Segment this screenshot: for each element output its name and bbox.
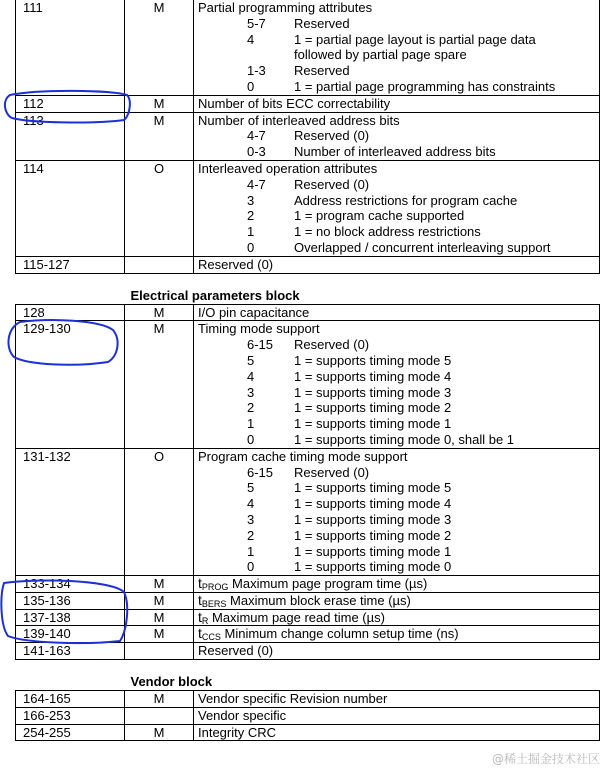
bit-field-line [198, 224, 599, 240]
description-cell [194, 95, 600, 112]
byte-offset-cell: 114 [16, 160, 125, 256]
bit-range: 0 [247, 559, 255, 575]
description-text: Program cache timing mode support [198, 448, 408, 464]
timing-subscript: BERS [201, 598, 227, 609]
bit-description: 1 = supports timing mode 4 [294, 368, 452, 384]
bit-range: 1 [247, 543, 255, 559]
bit-range: 5-7 [247, 15, 266, 31]
description-text: Vendor specific Revision number [198, 691, 388, 707]
bit-range: 4-7 [247, 128, 266, 144]
bit-description: 1 = no block address restrictions [294, 224, 481, 240]
bit-field-line [198, 559, 599, 575]
section-title: Vendor block [16, 660, 600, 691]
section-row [16, 273, 600, 304]
description-cell [194, 626, 600, 643]
bit-field-line [198, 416, 599, 432]
description-text [198, 576, 599, 592]
bit-field-line [198, 465, 599, 481]
bit-field-line [198, 63, 599, 79]
requirement-cell [125, 707, 194, 724]
description-text: Integrity CRC [198, 724, 277, 740]
requirement-cell: M [125, 112, 194, 160]
bit-description: 1 = supports timing mode 1 [294, 543, 452, 559]
description-cell [194, 609, 600, 626]
description-cell [194, 643, 600, 660]
bit-field-line [198, 177, 599, 193]
bit-description: Reserved (0) [294, 128, 370, 144]
byte-offset-cell: 115-127 [16, 256, 125, 273]
section-row [16, 660, 600, 691]
bit-range: 4-7 [247, 176, 266, 192]
bit-description: 1 = supports timing mode 3 [294, 384, 452, 400]
bit-range: 4 [247, 31, 255, 47]
bit-description: followed by partial page spare [294, 47, 467, 63]
bit-range: 4 [247, 496, 255, 512]
requirement-cell: M [125, 576, 194, 593]
bit-range: 0-3 [247, 144, 266, 160]
description-cell [194, 576, 600, 593]
requirement-cell: M [125, 592, 194, 609]
timing-description: Maximum page program time (µs) [228, 576, 428, 592]
table-row [16, 256, 600, 273]
bit-range: 4 [247, 368, 255, 384]
bit-field-line [198, 240, 599, 256]
table-row [16, 576, 600, 593]
table-row [16, 724, 600, 741]
bit-description: 1 = supports timing mode 4 [294, 496, 452, 512]
bit-field-line [198, 528, 599, 544]
requirement-cell: M [125, 0, 194, 95]
bit-range: 0 [247, 78, 255, 94]
requirement-cell: O [125, 448, 194, 575]
bit-range: 3 [247, 511, 255, 527]
description-text: I/O pin capacitance [198, 304, 310, 320]
byte-offset-cell: 137-138 [16, 609, 125, 626]
bit-range: 1 [247, 224, 255, 240]
bit-description: 1 = supports timing mode 3 [294, 511, 452, 527]
watermark: @稀土掘金技术社区 [491, 752, 600, 766]
table-row [16, 448, 600, 575]
description-text: Reserved (0) [198, 256, 274, 272]
description-text: Vendor specific [198, 707, 287, 723]
bit-field-line [198, 32, 599, 48]
parameter-page-table [15, 0, 600, 741]
description-cell [194, 160, 600, 256]
description-cell [194, 724, 600, 741]
bit-description: 1 = supports timing mode 0, shall be 1 [294, 431, 515, 447]
bit-range: 0 [247, 431, 255, 447]
bit-description: 1 = partial page layout is partial page data [294, 31, 536, 47]
description-cell [194, 256, 600, 273]
bit-field-line [198, 128, 599, 144]
bit-range: 2 [247, 527, 255, 543]
bit-range: 2 [247, 400, 255, 416]
description-cell [194, 112, 600, 160]
table-row [16, 95, 600, 112]
bit-range: 0 [247, 239, 255, 255]
byte-offset-cell: 164-165 [16, 691, 125, 708]
bit-field-line [198, 400, 599, 416]
bit-field-line [198, 496, 599, 512]
bit-range: 1-3 [247, 63, 266, 79]
description-cell [194, 304, 600, 321]
description-text [198, 593, 599, 609]
bit-description: Reserved (0) [294, 337, 370, 353]
bit-range: 3 [247, 192, 255, 208]
byte-offset-cell: 113 [16, 112, 125, 160]
requirement-cell [125, 643, 194, 660]
bit-description: 1 = supports timing mode 0 [294, 559, 452, 575]
bit-range: 6-15 [247, 464, 274, 480]
byte-offset-cell: 128 [16, 304, 125, 321]
description-cell [194, 691, 600, 708]
bit-field-line [198, 544, 599, 560]
bit-description: 1 = supports timing mode 5 [294, 352, 452, 368]
bit-description: 1 = supports timing mode 1 [294, 416, 452, 432]
bit-field-line [198, 512, 599, 528]
bit-range [198, 47, 294, 63]
bit-description: Address restrictions for program cache [294, 192, 518, 208]
bit-description: 1 = program cache supported [294, 208, 465, 224]
table-row [16, 304, 600, 321]
bit-range: 2 [247, 208, 255, 224]
bit-field-line [198, 16, 599, 32]
requirement-cell: M [125, 95, 194, 112]
requirement-cell: M [125, 321, 194, 448]
requirement-cell [125, 256, 194, 273]
bit-description: 1 = supports timing mode 2 [294, 527, 452, 543]
description-text: Number of interleaved address bits [198, 112, 400, 128]
bit-description: Reserved (0) [294, 176, 370, 192]
table-row [16, 321, 600, 448]
byte-offset-cell: 133-134 [16, 576, 125, 593]
byte-offset-cell: 131-132 [16, 448, 125, 575]
bit-field-line [198, 432, 599, 448]
bit-description: Overlapped / concurrent interleaving support [294, 239, 551, 255]
requirement-cell: M [125, 691, 194, 708]
table-row [16, 112, 600, 160]
timing-subscript: PROG [201, 582, 229, 593]
byte-offset-cell: 111 [16, 0, 125, 95]
description-cell [194, 707, 600, 724]
description-cell [194, 0, 600, 95]
bit-description: 1 = supports timing mode 2 [294, 400, 452, 416]
byte-offset-cell: 139-140 [16, 626, 125, 643]
table-row [16, 707, 600, 724]
bit-description: Reserved [294, 63, 350, 79]
table-row [16, 626, 600, 643]
description-text [198, 610, 599, 626]
table-body [16, 0, 600, 741]
table-row [16, 592, 600, 609]
bit-description: Reserved (0) [294, 464, 370, 480]
description-text: Partial programming attributes [198, 0, 373, 15]
byte-offset-cell: 112 [16, 95, 125, 112]
requirement-cell: M [125, 609, 194, 626]
byte-offset-cell: 129-130 [16, 321, 125, 448]
bit-range: 6-15 [247, 337, 274, 353]
bit-field-line [198, 47, 599, 63]
table-row [16, 0, 600, 95]
section-title: Electrical parameters block [16, 273, 600, 304]
byte-offset-cell: 166-253 [16, 707, 125, 724]
bit-range: 1 [247, 416, 255, 432]
bit-field-line [198, 144, 599, 160]
description-text: Reserved (0) [198, 643, 274, 659]
timing-description: Maximum block erase time (µs) [226, 592, 411, 608]
bit-description: Number of interleaved address bits [294, 144, 496, 160]
byte-offset-cell: 254-255 [16, 724, 125, 741]
timing-subscript: R [201, 615, 209, 626]
bit-range: 3 [247, 384, 255, 400]
description-text: Interleaved operation attributes [198, 160, 378, 176]
bit-field-line [198, 480, 599, 496]
timing-symbol: t [198, 591, 202, 608]
timing-subscript: CCS [201, 632, 221, 643]
table-row [16, 643, 600, 660]
bit-field-line [198, 193, 599, 209]
bit-field-line [198, 208, 599, 224]
description-text: Number of bits ECC correctability [198, 95, 391, 111]
table-row [16, 609, 600, 626]
description-cell [194, 592, 600, 609]
bit-field-line [198, 337, 599, 353]
timing-symbol: t [198, 625, 202, 642]
bit-description: Reserved [294, 15, 350, 31]
timing-description: Maximum page read time (µs) [208, 609, 385, 625]
description-text [198, 626, 599, 642]
timing-symbol: t [198, 575, 202, 592]
table-row [16, 160, 600, 256]
requirement-cell: O [125, 160, 194, 256]
bit-field-line [198, 79, 599, 95]
requirement-cell: M [125, 626, 194, 643]
requirement-cell: M [125, 304, 194, 321]
bit-field-line [198, 385, 599, 401]
bit-description: 1 = partial page programming has constraints [294, 78, 556, 94]
timing-symbol: t [198, 608, 202, 625]
description-cell [194, 321, 600, 448]
bit-field-line [198, 353, 599, 369]
description-cell [194, 448, 600, 575]
bit-range: 5 [247, 352, 255, 368]
bit-range: 5 [247, 480, 255, 496]
table-row [16, 691, 600, 708]
timing-description: Minimum change column setup time (ns) [220, 626, 459, 642]
bit-field-line [198, 369, 599, 385]
description-text: Timing mode support [198, 321, 320, 337]
requirement-cell: M [125, 724, 194, 741]
byte-offset-cell: 135-136 [16, 592, 125, 609]
bit-description: 1 = supports timing mode 5 [294, 480, 452, 496]
byte-offset-cell: 141-163 [16, 643, 125, 660]
